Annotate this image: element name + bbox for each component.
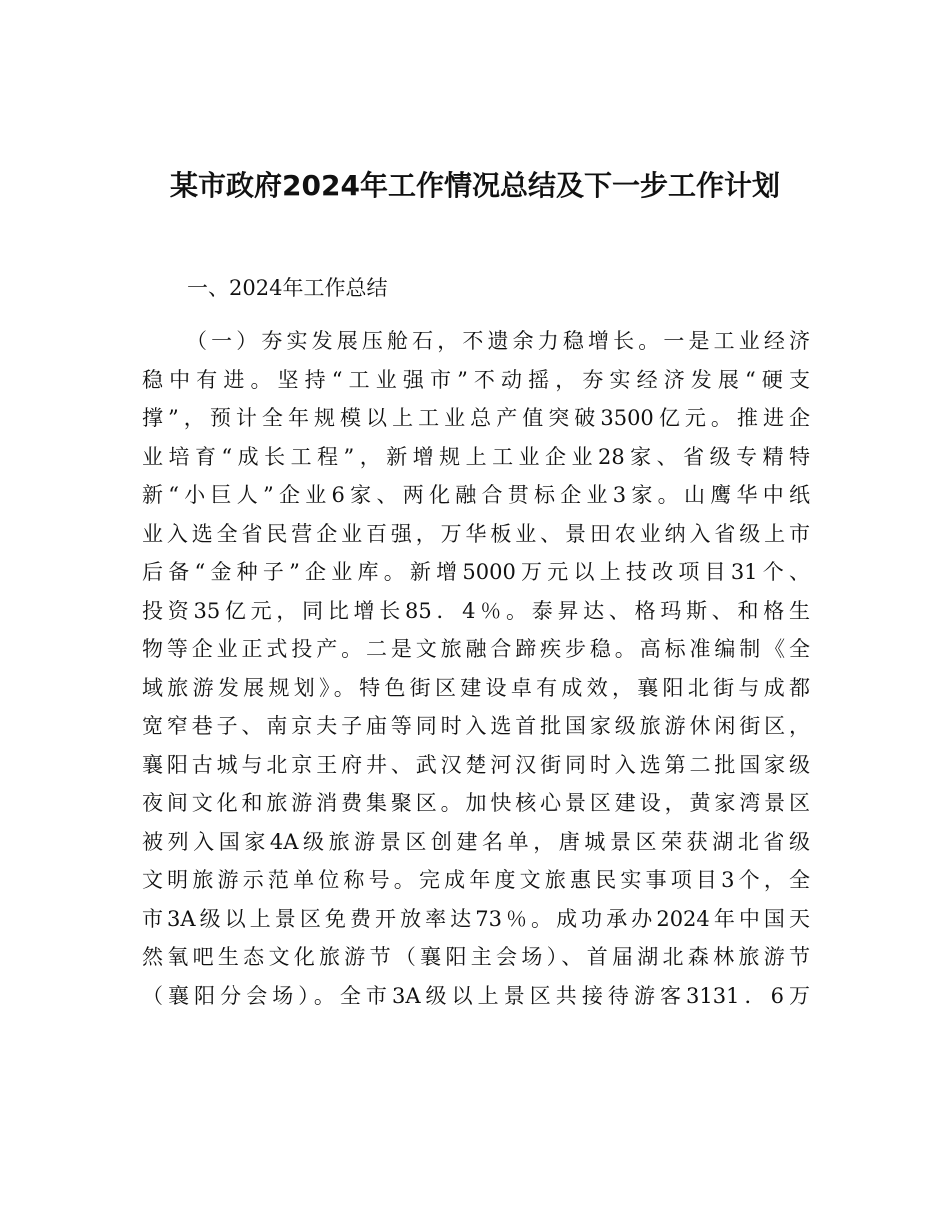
document-title: 某市政府2024年工作情况总结及下一步工作计划 (170, 169, 780, 202)
paragraph-line: 襄阳古城与北京王府井、武汉楚河汉街同时入选第二批国家级 (142, 752, 810, 777)
section-heading: 一、2024年工作总结 (187, 276, 388, 300)
paragraph-line: （襄阳分会场）。全市3A级以上景区共接待游客3131．6万 (142, 983, 810, 1008)
paragraph-line: 业入选全省民营企业百强，万华板业、景田农业纳入省级上市 (142, 521, 810, 546)
paragraph-line: （一）夯实发展压舱石，不遗余力稳增长。一是工业经济 (186, 329, 810, 353)
paragraph-line: 后备“金种子”企业库。新增5000万元以上技改项目31个、 (142, 560, 810, 584)
paragraph-line: 被列入国家4A级旅游景区创建名单，唐城景区荣获湖北省级 (142, 829, 810, 854)
body-paragraph (142, 322, 810, 1015)
paragraph-line: 业培育“成长工程”，新增规上工业企业28家、省级专精特 (142, 444, 810, 469)
paragraph-line: 稳中有进。坚持“工业强市”不动摇，夯实经济发展“硬支 (142, 367, 810, 392)
paragraph-line: 域旅游发展规划》。特色街区建设卓有成效，襄阳北街与成都 (142, 675, 810, 700)
paragraph-line: 市3A级以上景区免费开放率达73％。成功承办2024年中国天 (142, 906, 810, 931)
paragraph-line: 然氧吧生态文化旅游节（襄阳主会场）、首届湖北森林旅游节 (142, 945, 810, 969)
paragraph-line: 撑”，预计全年规模以上工业总产值突破3500亿元。推进企 (142, 406, 810, 430)
paragraph-line: 文明旅游示范单位称号。完成年度文旅惠民实事项目3个，全 (142, 868, 810, 892)
paragraph-line: 物等企业正式投产。二是文旅融合蹄疾步稳。高标准编制《全 (142, 637, 810, 661)
paragraph-line: 新“小巨人”企业6家、两化融合贯标企业3家。山鹰华中纸 (142, 483, 810, 507)
paragraph-line: 宽窄巷子、南京夫子庙等同时入选首批国家级旅游休闲街区， (142, 714, 810, 738)
paragraph-line: 夜间文化和旅游消费集聚区。加快核心景区建设，黄家湾景区 (142, 791, 810, 815)
paragraph-line: 投资35亿元，同比增长85．4％。泰昇达、格玛斯、和格生 (142, 598, 810, 623)
